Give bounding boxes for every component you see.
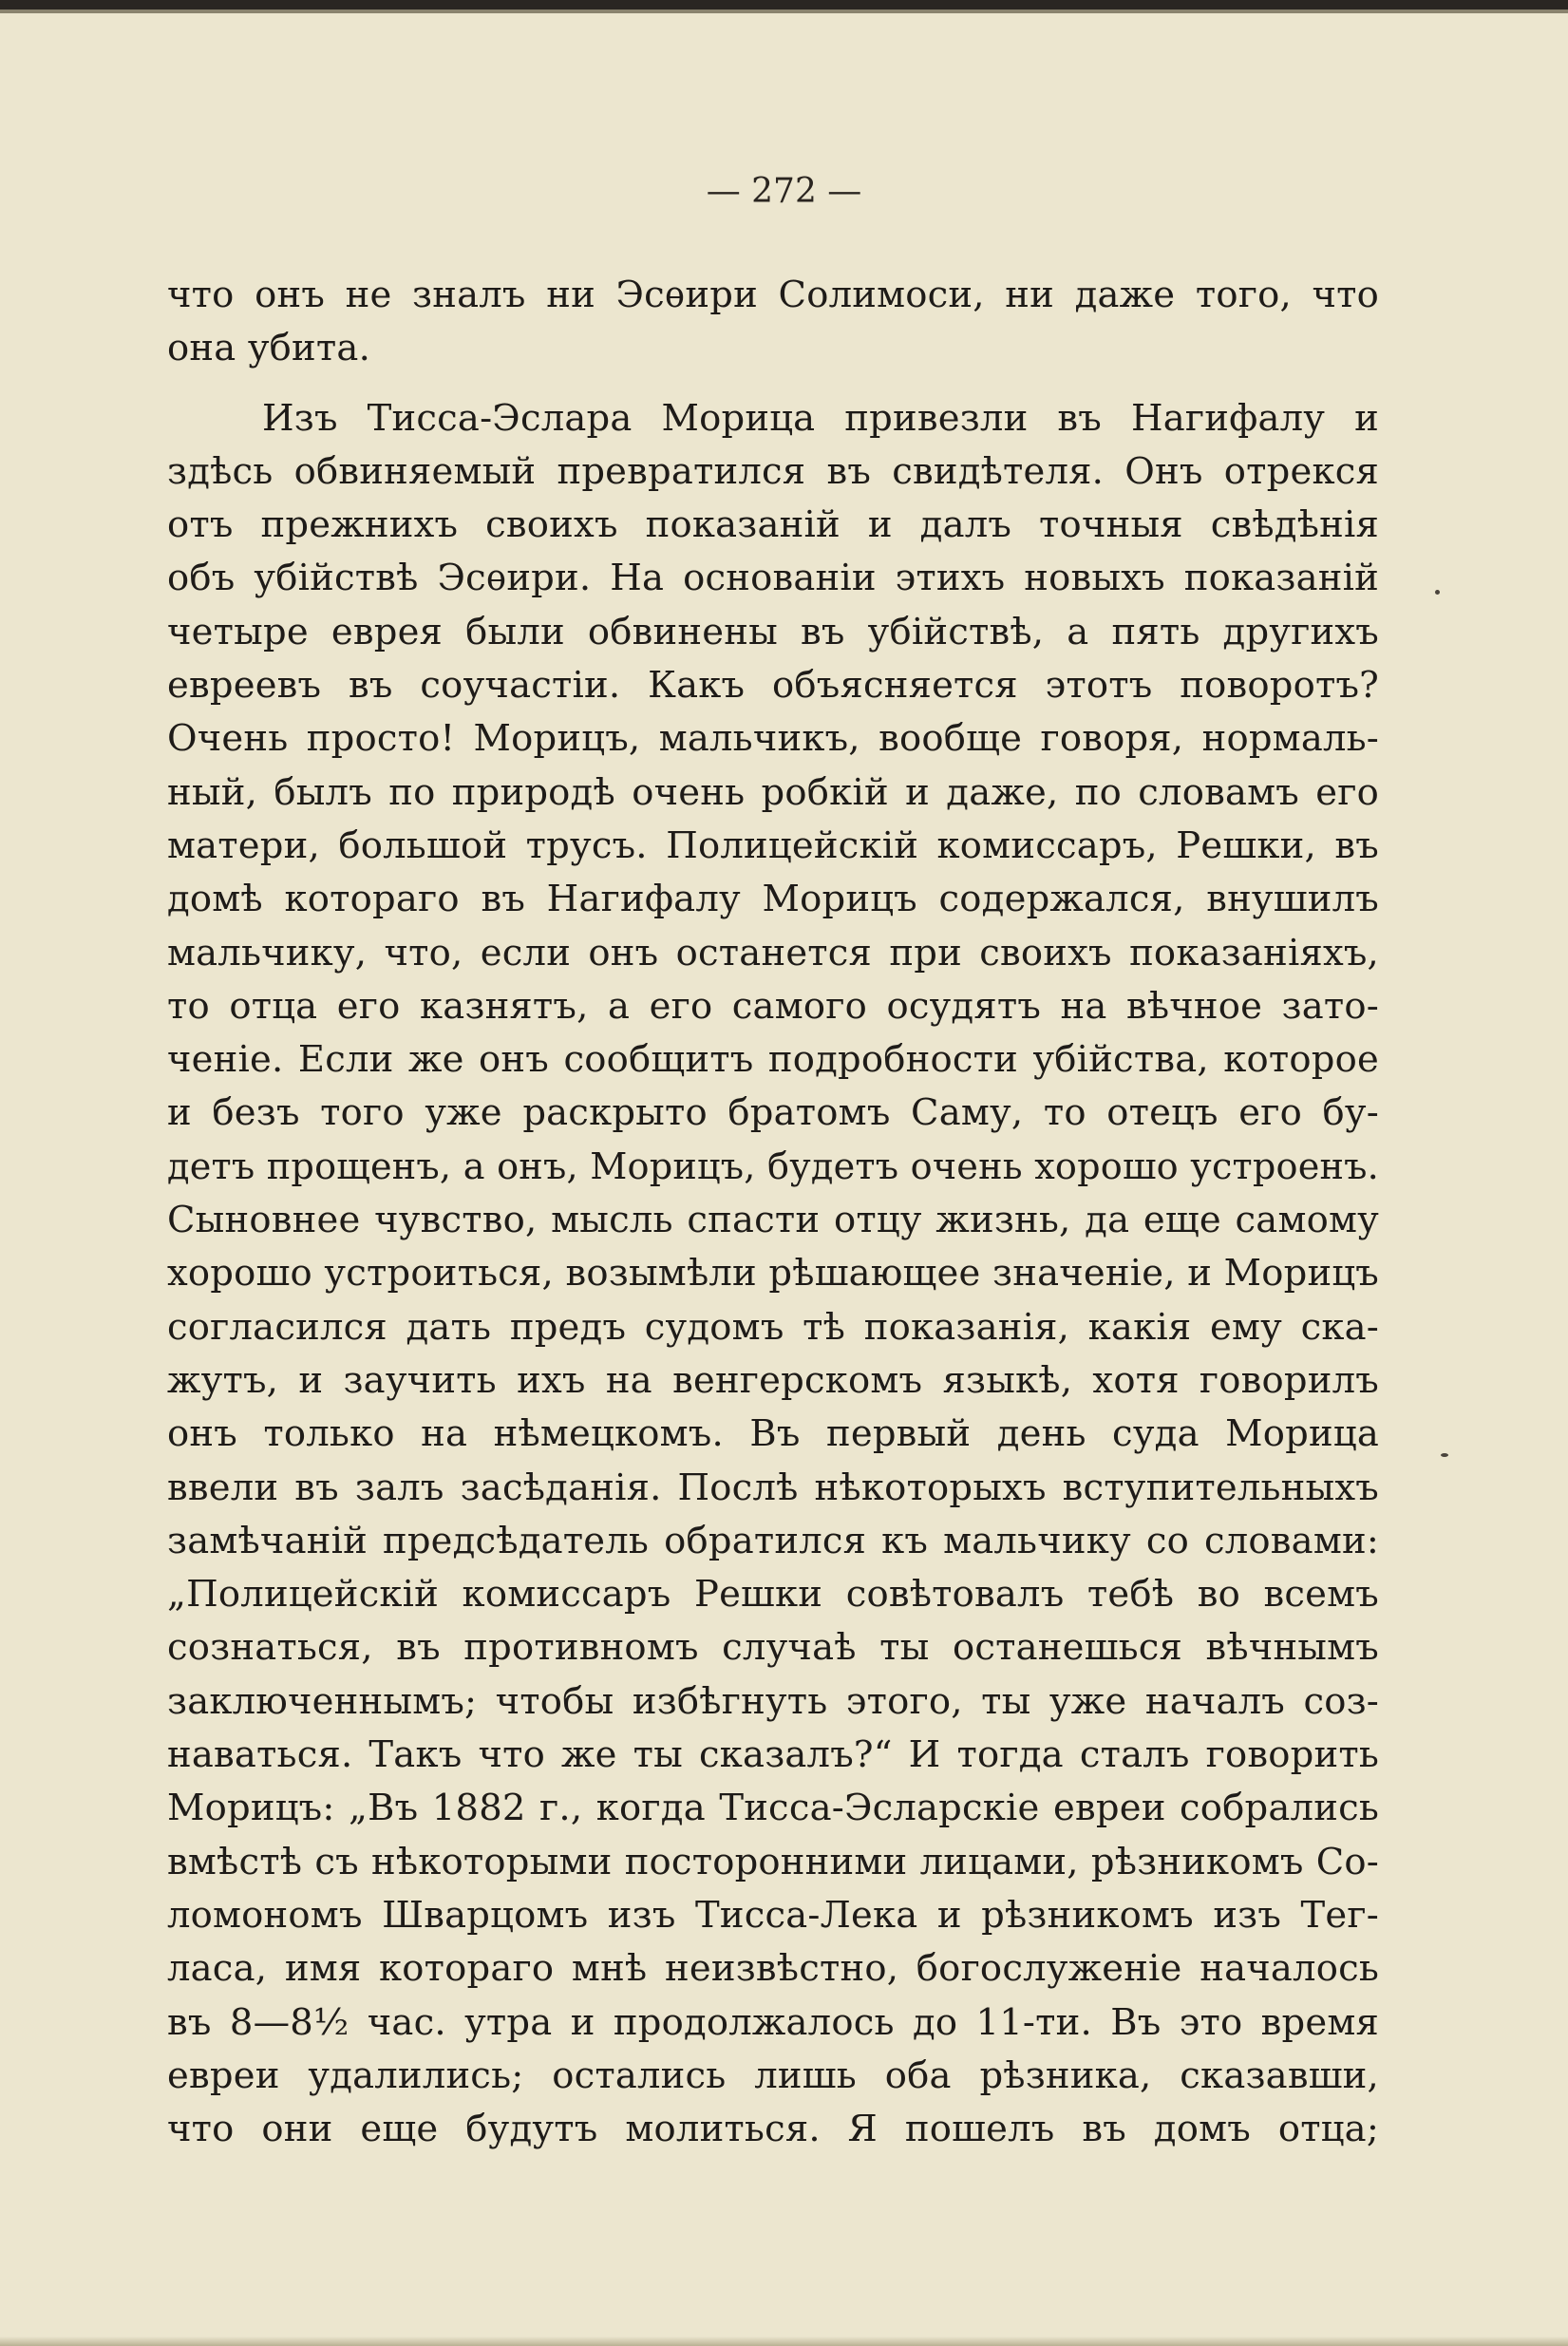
text-line: ввели въ залъ засѣданія. Послѣ нѣкоторыхъ вступительныхъ	[167, 1466, 1379, 1509]
text-line: матери, большой трусъ. Полицейскій комиссаръ, Решки, въ	[167, 823, 1379, 867]
page-top-edge	[0, 0, 1568, 9]
text-line: она убита.	[167, 327, 371, 370]
text-line: заключеннымъ; чтобы избѣгнуть этого, ты уже началъ соз-	[167, 1679, 1379, 1723]
text-line: евреи удалились; остались лишь оба рѣзника, сказавши,	[167, 2053, 1379, 2097]
text-line: Морицъ: „Въ 1882 г., когда Тисса-Эсларскіе евреи собрались	[167, 1787, 1379, 1830]
text-line: то отца его казнятъ, а его самого осудятъ на вѣчное зато-	[167, 984, 1379, 1028]
text-line: что онъ не зналъ ни Эсѳири Солимоси, ни даже того, что	[167, 274, 1379, 316]
margin-speck	[1441, 1453, 1448, 1457]
text-line: хорошо устроиться, возымѣли рѣшающее значеніе, и Морицъ	[167, 1252, 1379, 1296]
text-line: онъ только на нѣмецкомъ. Въ первый день суда Морица	[167, 1412, 1379, 1456]
text-line: четыре еврея были обвинены въ убійствѣ, а пять другихъ	[167, 610, 1379, 653]
text-line: Изъ Тисса-Эслара Морица привезли въ Нагифалу и	[262, 396, 1379, 440]
text-line: ченіе. Если же онъ сообщитъ подробности убійства, которое	[167, 1038, 1379, 1082]
page-number: — 272 —	[706, 172, 862, 211]
text-line: и безъ того уже раскрыто братомъ Саму, то отецъ его бу-	[167, 1091, 1379, 1135]
text-line: детъ прощенъ, а онъ, Морицъ, будетъ очень хорошо устроенъ.	[167, 1145, 1379, 1188]
paragraph-1	[167, 269, 1379, 376]
text-line: Очень просто! Морицъ, мальчикъ, вообще говоря, нормаль-	[167, 717, 1379, 761]
text-line: замѣчаній предсѣдатель обратился къ мальчику со словами:	[167, 1519, 1379, 1562]
text-line: что они еще будутъ молиться. Я пошелъ въ домъ отца;	[167, 2108, 1379, 2151]
page-bottom-edge	[0, 2337, 1568, 2346]
text-line: евреевъ въ соучастіи. Какъ объясняется этотъ поворотъ?	[167, 664, 1379, 708]
text-line: вмѣстѣ съ нѣкоторыми посторонними лицами, рѣзникомъ Со-	[167, 1840, 1379, 1883]
text-line: въ 8—8½ час. утра и продолжалось до 11-ти. Въ это время	[167, 2000, 1379, 2044]
text-line: отъ прежнихъ своихъ показаній и далъ точныя свѣдѣнія	[167, 503, 1379, 547]
text-line: Сыновнее чувство, мысль спасти отцу жизнь, да еще самому	[167, 1199, 1379, 1242]
text-line: сознаться, въ противномъ случаѣ ты останешься вѣчнымъ	[167, 1626, 1379, 1670]
text-line: ный, былъ по природѣ очень робкій и даже, по словамъ его	[167, 770, 1379, 814]
text-line: жутъ, и заучить ихъ на венгерскомъ языкѣ, хотя говорилъ	[167, 1358, 1379, 1402]
margin-speck	[1435, 590, 1440, 595]
page-top-edge-shadow	[0, 9, 1568, 13]
text-line: ломономъ Шварцомъ изъ Тисса-Лека и рѣзникомъ изъ Тег-	[167, 1893, 1379, 1937]
text-line: здѣсь обвиняемый превратился въ свидѣтеля. Онъ отрекся	[167, 449, 1379, 493]
text-line: домѣ котораго въ Нагифалу Морицъ содержался, внушилъ	[167, 878, 1379, 921]
text-line: „Полицейскій комиссаръ Решки совѣтовалъ тебѣ во всемъ	[167, 1573, 1379, 1617]
text-line: объ убійствѣ Эсѳири. На основаніи этихъ новыхъ показаній	[167, 557, 1379, 600]
text-line: мальчику, что, если онъ останется при своихъ показаніяхъ,	[167, 931, 1379, 974]
text-line: наваться. Такъ что же ты сказалъ?“ И тогда сталъ говорить	[167, 1733, 1379, 1777]
text-line: ласа, имя котораго мнѣ неизвѣстно, богослуженіе началось	[167, 1947, 1379, 1991]
text-line: согласился дать предъ судомъ тѣ показанія, какія ему ска-	[167, 1305, 1379, 1349]
paragraph-2	[167, 392, 1379, 2157]
page-body	[167, 269, 1379, 2156]
